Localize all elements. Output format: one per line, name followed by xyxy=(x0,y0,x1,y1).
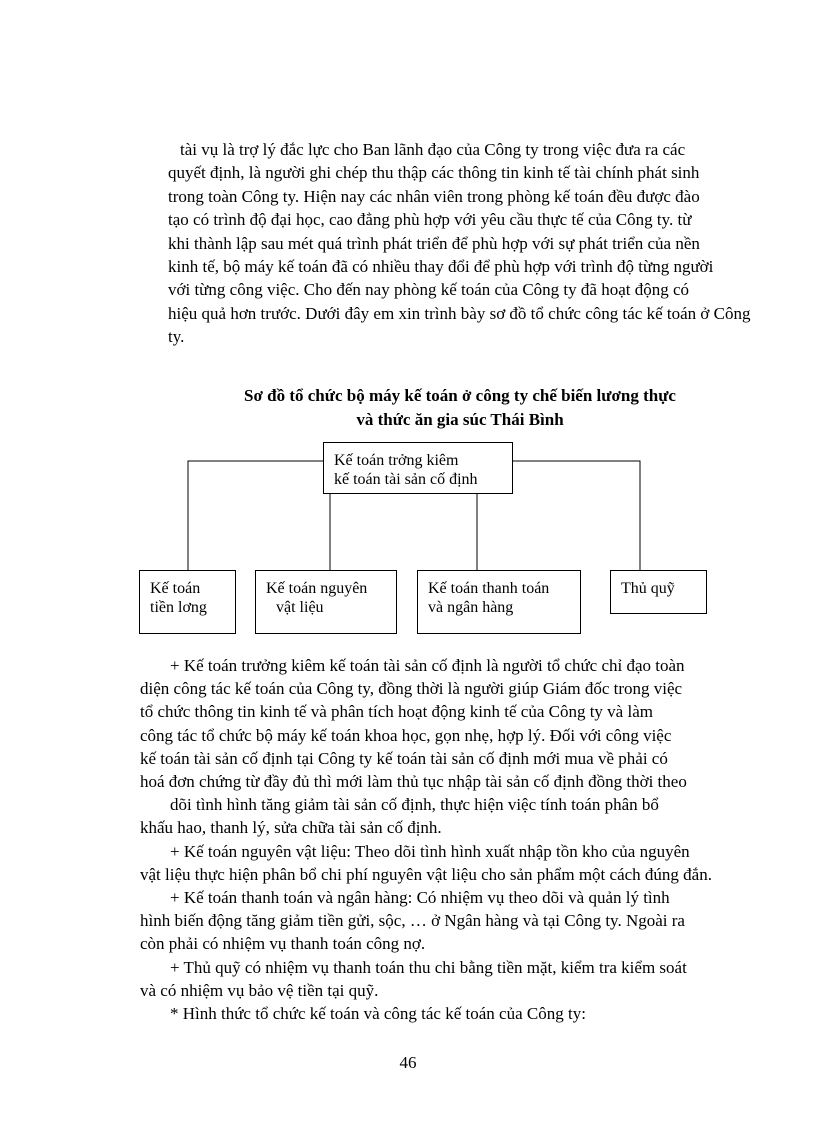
treasurer-line1: Thủ quỹ xyxy=(621,580,675,597)
material-accountant-line2: vật liệu xyxy=(276,599,324,616)
intro-line: tạo có trình độ đại học, cao đẳng phù hợp với yêu cầu thực tế của Công ty. từ xyxy=(168,210,692,230)
payment-accountant-line2: và ngân hàng xyxy=(428,599,514,616)
intro-line: tài vụ là trợ lý đắc lực cho Ban lãnh đạo của Công ty trong việc đưa ra các xyxy=(180,140,686,159)
intro-line: hiệu quả hơn trước. Dưới đây em xin trình bày sơ đồ tổ chức công tác kế toán ở Công xyxy=(168,303,751,323)
body-line: * Hình thức tổ chức kế toán và công tác kế toán của Công ty: xyxy=(170,1004,586,1023)
body-line: còn phải có nhiệm vụ thanh toán công nợ. xyxy=(140,934,426,954)
body-line: và có nhiệm vụ bảo vệ tiền tại quỹ. xyxy=(140,981,379,1001)
chief-accountant-line2: kế toán tài sản cố định xyxy=(334,471,478,488)
material-accountant-line1: Kế toán nguyên xyxy=(266,580,368,597)
intro-line: ty. xyxy=(168,327,185,347)
body-line: + Thủ quỹ có nhiệm vụ thanh toán thu chi bằng tiền mặt, kiểm tra kiểm soát xyxy=(170,958,687,977)
payment-accountant-box xyxy=(417,570,581,634)
salary-accountant-box xyxy=(139,570,236,634)
intro-line: kinh tế, bộ máy kế toán đã có nhiều thay đổi để phù hợp với trình độ từng người xyxy=(168,257,714,277)
body-line: dõi tình hình tăng giảm tài sản cố định, thực hiện việc tính toán phân bổ xyxy=(170,795,659,815)
intro-line: khi thành lập sau mét quá trình phát triển để phù hợp với sự phát triển của nền xyxy=(168,233,700,253)
accounting-form-heading xyxy=(140,1002,770,1025)
material-accountant-box xyxy=(255,570,397,634)
body-line: tổ chức thông tin kinh tế và phân tích hoạt động kinh tế của Công ty và làm xyxy=(140,702,653,722)
body-line: kế toán tài sản cố định tại Công ty kế toán tài sản cố định mới mua về phải có xyxy=(140,748,668,768)
chief-accountant-line1: Kế toán trởng kiêm xyxy=(334,452,459,469)
body-line: hình biến động tăng giảm tiền gửi, sộc, … ở Ngân hàng và tại Công ty. Ngoài ra xyxy=(140,911,685,931)
intro-line: quyết định, là người ghi chép thu thập các thông tin kinh tế tài chính phát sinh xyxy=(168,163,700,183)
salary-accountant-line2: tiền lơng xyxy=(150,599,207,616)
material-accountant-description xyxy=(140,840,770,886)
payment-accountant-description xyxy=(140,886,770,956)
intro-line: với từng công việc. Cho đến nay phòng kế toán của Công ty đã hoạt động có xyxy=(168,280,690,300)
diagram-title-line1: Sơ đồ tổ chức bộ máy kế toán ở công ty chế biến lương thực xyxy=(244,386,676,405)
chief-accountant-box xyxy=(323,442,513,494)
treasurer-description xyxy=(140,956,770,1002)
body-line: hoá đơn chứng từ đầy đủ thì mới làm thủ tục nhập tài sản cố định đồng thời theo xyxy=(140,772,687,792)
body-line: vật liệu thực hiện phân bổ chi phí nguyên vật liệu cho sản phẩm một cách đúng đắn. xyxy=(140,865,712,885)
chief-accountant-description xyxy=(140,654,770,840)
body-line: + Kế toán trưởng kiêm kế toán tài sản cố định là người tổ chức chỉ đạo toàn xyxy=(170,656,685,675)
payment-accountant-line1: Kế toán thanh toán xyxy=(428,580,550,597)
salary-accountant-line1: Kế toán xyxy=(150,580,201,597)
body-line: khấu hao, thanh lý, sửa chữa tài sản cố định. xyxy=(140,818,442,838)
treasurer-box xyxy=(610,570,707,614)
body-line: + Kế toán thanh toán và ngân hàng: Có nhiệm vụ theo dõi và quản lý tình xyxy=(170,888,670,907)
body-line: + Kế toán nguyên vật liệu: Theo dõi tình hình xuất nhập tồn kho của nguyên xyxy=(170,842,690,861)
page-number: 46 xyxy=(399,1053,417,1072)
body-line: công tác tổ chức bộ máy kế toán khoa học, gọn nhẹ, hợp lý. Đối với công việc xyxy=(140,725,672,745)
intro-line: trong toàn Công ty. Hiện nay các nhân viên trong phòng kế toán đều được đào xyxy=(168,186,700,206)
body-line: diện công tác kế toán của Công ty, đồng thời là người giúp Giám đốc trong việc xyxy=(140,679,683,699)
diagram-title-line2: và thức ăn gia súc Thái Bình xyxy=(356,410,564,429)
